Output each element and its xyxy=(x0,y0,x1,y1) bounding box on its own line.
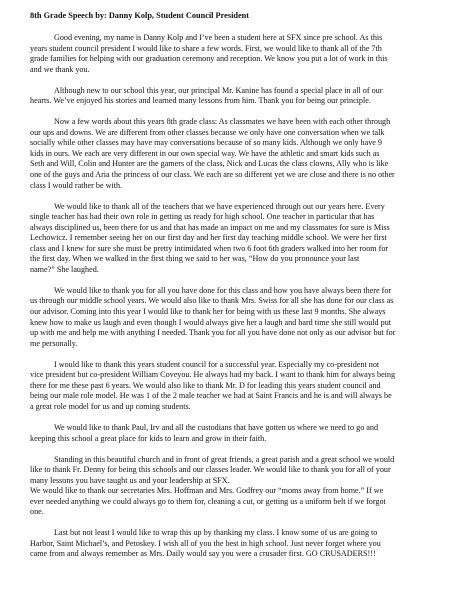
paragraph-line: We would like to thank Paul, Irv and all the custodians that have gotten us where we need to go and xyxy=(54,422,379,432)
paragraph-line: ever needed anything we could always go to them for, cleaning a cut, or getting us a uniform belt if we forgot xyxy=(30,496,386,506)
speech-body xyxy=(30,33,450,560)
paragraph-line: our ups and downs. We are different from other classes because we only have one conversation when we talk xyxy=(30,127,385,137)
paragraph-line: Lechowicz. I remember seeing her on our first day and her first day teaching middle school. We were her first xyxy=(30,233,387,243)
paragraph-line: up with me and help me with anything I needed. Thank you for all you have done not only as our advisor but for xyxy=(30,328,396,338)
speech-paragraph xyxy=(30,360,450,413)
paragraph-line: years student council president I would like to share a few words. First, we would like to thank all of the 7th xyxy=(30,43,382,53)
paragraph-line: knew how to make us laugh and even though I would always give her a laugh and hard time she still would put xyxy=(30,317,392,327)
paragraph-line: me personally. xyxy=(30,338,78,348)
paragraph-line: Although new to our school this year, our principal Mr. Kanine has found a special place in all of our xyxy=(54,85,383,95)
paragraph-line: Harbor, Saint Michael’s, and Petoskey. I wish all of you the best in high school. Just never forget where you xyxy=(30,538,381,548)
paragraph-line: our advisor. Coming into this year I would like to thank her for being with us these last 9 months. She always xyxy=(30,307,386,317)
paragraph-line: like to thank Fr. Denny for being this schools and our classes leader. We would like to thank you for all of your xyxy=(30,465,391,475)
paragraph-line: being our male role model. He was 1 of the 2 male teacher we had at Saint Francis and he is and will always be xyxy=(30,391,392,401)
speech-paragraph xyxy=(30,33,450,75)
paragraph-line: one. xyxy=(30,507,44,517)
paragraph-line: We would like to thank all of the teachers that we have experienced through out our years here. Every xyxy=(54,201,385,211)
paragraph-line: hearts. We’ve enjoyed his stories and learned many lessons from him. Thank you for being our principle. xyxy=(30,96,371,106)
speech-paragraph xyxy=(30,423,450,444)
paragraph-line: there for me these past 6 years. We would also like to thank Mr. D for leading this years student council and xyxy=(30,380,381,390)
paragraph-line: the first day. When we walked in the first thing we said to her was, “How do you pronounce your last xyxy=(30,254,360,264)
paragraph-line: keeping this school a great place for kids to learn and grow in their faith. xyxy=(30,433,267,443)
paragraph-line: and we thank you. xyxy=(30,64,90,74)
paragraph-line: class and I knew for sure she must be pretty intimidated when two 6 foot 6th graders walked into her room for xyxy=(30,243,389,253)
speech-title: 8th Grade Speech by: Danny Kolp, Student Council President xyxy=(30,11,250,20)
paragraph-line: We would like to thank our secretaries Mrs. Hoffman and Mrs. Godfrey our “moms away from home.” If we xyxy=(30,486,384,496)
speech-paragraph xyxy=(30,286,450,349)
paragraph-line: Good evening, my name is Danny Kolp and I’ve been a student here at SFX since pre school. As this xyxy=(54,33,383,42)
paragraph-line: We would like to thank you for all you have done for this class and how you have always been there for xyxy=(54,285,392,295)
paragraph-line: class I would rather be with. xyxy=(30,180,123,190)
paragraph-line: I would like to thank this years student council for a successful year. Especially my co-president not xyxy=(54,359,380,369)
paragraph-line: us through our middle school years. We would also like to thank Mrs. Swiss for all she has done for our class as xyxy=(30,296,394,306)
paragraph-line: a great role model for us and up coming students. xyxy=(30,401,191,411)
paragraph-line: one of the guys and Aria the princess of our class. We each are so different yet we are close and there is no other xyxy=(30,170,395,180)
speech-paragraph xyxy=(30,202,450,276)
paragraph-line: vice president but co-president William Coveyou. He always had my back. I want to thank him for always being xyxy=(30,370,396,380)
speech-paragraph xyxy=(30,86,450,107)
paragraph-line: socially while other classes may have may conversations because of so many kids. Although we only have 9 xyxy=(30,138,382,148)
paragraph-line: Seth and Will, Colin and Hunter are the gamers of the class, Nick and Lucas the class clowns, Ally who is like xyxy=(30,159,389,169)
speech-paragraph xyxy=(30,528,450,560)
paragraph-line: single teacher has had their own role in getting us ready for high school. One teacher in particular that has xyxy=(30,212,375,222)
paragraph-line: Standing in this beautiful church and in front of great friends, a great parish and a great school we would xyxy=(54,454,395,464)
paragraph-line: Last but not least I would like to wrap this up by thanking my class. I know some of us are going to xyxy=(54,528,378,538)
paragraph-line: name?” She laughed. xyxy=(30,264,99,274)
paragraph-line: came from and always remember as Mrs. Daily would say you were a crusader first. GO CRUSADERS!!! xyxy=(30,549,376,559)
paragraph-line: grade families for helping with our graduation ceremony and reception. We know you put a lot of work in this xyxy=(30,54,388,64)
speech-paragraph xyxy=(30,455,450,518)
speech-paragraph xyxy=(30,117,450,191)
paragraph-line: many lessons you have taught us and your leadership at SFX. xyxy=(30,475,230,485)
paragraph-line: always disciplined us, been there for us and that has made an impact on me and my classmates for sure is Miss xyxy=(30,222,390,232)
paragraph-line: Now a few words about this years 8th grade class: As classmates we have been with each other through xyxy=(54,117,391,127)
paragraph-line: kids in ours. We each are very different in our own special way. We have the athletic and smart kids such as xyxy=(30,148,380,158)
